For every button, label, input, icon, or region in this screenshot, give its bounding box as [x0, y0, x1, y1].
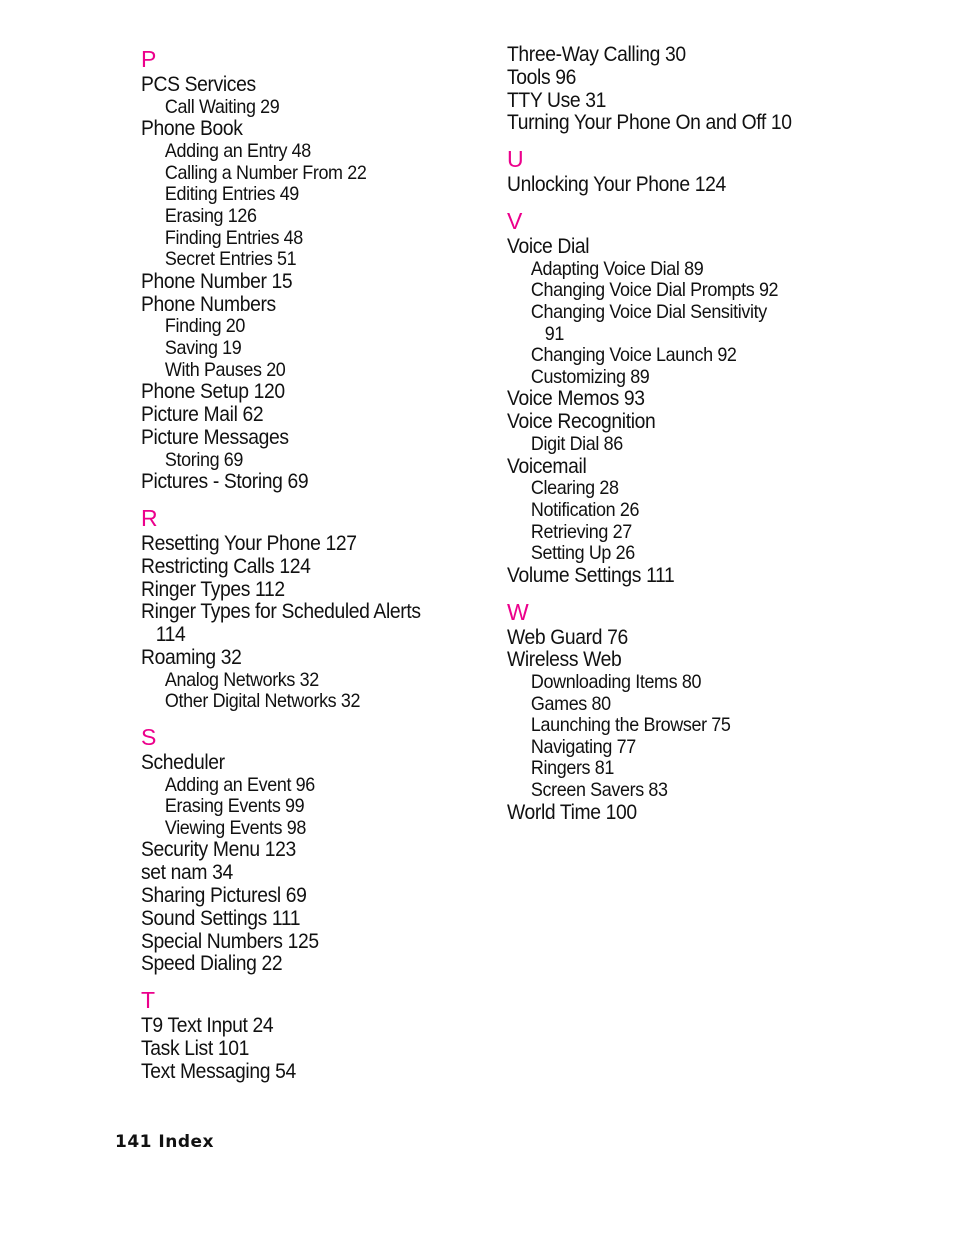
index-subentry: Secret Entries 51	[164, 248, 297, 271]
index-subentry: Saving 19	[164, 336, 242, 359]
index-entry: Voice Recognition	[507, 410, 656, 434]
index-section	[141, 44, 481, 494]
index-subentry: Retrieving 27	[530, 520, 632, 543]
index-entry: Voicemail	[507, 454, 587, 478]
index-entry: Special Numbers 125	[141, 929, 319, 953]
index-subentry: Launching the Browser 75	[530, 714, 731, 737]
index-entry: Turning Your Phone On and Off 10	[507, 111, 792, 135]
index-subentry: Calling a Number From 22	[164, 161, 367, 184]
index-subentry: Editing Entries 49	[164, 183, 299, 206]
index-subentry: Navigating 77	[530, 735, 636, 758]
index-subentry: Analog Networks 32	[164, 668, 319, 691]
index-entry: Tools 96	[507, 65, 577, 89]
index-entry: Three-Way Calling 30	[507, 43, 686, 66]
index-entry: Ringer Types for Scheduled Alerts	[141, 600, 421, 624]
index-entry: Unlocking Your Phone 124	[507, 173, 726, 197]
section-letter: S	[141, 723, 157, 750]
section-letter: R	[141, 504, 158, 531]
index-entry: 114	[155, 623, 186, 647]
index-entry: World Time 100	[507, 800, 637, 824]
index-entry: Voice Dial	[507, 234, 590, 258]
index-column-right	[507, 44, 837, 833]
index-entry: Restricting Calls 124	[141, 554, 311, 578]
index-subentry: Downloading Items 80	[530, 671, 702, 694]
index-subentry: Clearing 28	[530, 477, 619, 500]
index-entry: Pictures - Storing 69	[141, 470, 309, 494]
index-subentry: Games 80	[530, 692, 611, 715]
index-subentry: With Pauses 20	[164, 358, 286, 381]
index-entry: Sharing Picturesl 69	[141, 884, 307, 908]
index-entry: Phone Book	[141, 117, 243, 141]
index-subentry: Adapting Voice Dial 89	[530, 257, 704, 280]
index-entry: Task List 101	[141, 1037, 249, 1061]
index-section	[141, 722, 481, 976]
index-entry: Scheduler	[141, 750, 225, 774]
index-entry: Security Menu 123	[141, 838, 296, 862]
index-subentry: 91	[544, 322, 564, 345]
index-subentry: Changing Voice Dial Prompts 92	[530, 279, 779, 302]
index-entry: Resetting Your Phone 127	[141, 531, 357, 555]
index-section	[507, 44, 837, 135]
section-letter: P	[141, 46, 157, 72]
index-entry: Voice Memos 93	[507, 387, 645, 411]
index-entry: Phone Setup 120	[141, 380, 285, 404]
index-section	[141, 985, 481, 1083]
section-letter: W	[507, 598, 529, 625]
index-section	[507, 597, 837, 825]
index-entry: T9 Text Input 24	[141, 1014, 274, 1038]
index-subentry: Changing Voice Launch 92	[530, 344, 737, 367]
index-section	[507, 206, 837, 588]
index-subentry: Notification 26	[530, 498, 640, 521]
index-subentry: Other Digital Networks 32	[164, 690, 361, 713]
index-entry: Picture Messages	[141, 425, 289, 449]
index-subentry: Finding Entries 48	[164, 226, 303, 249]
index-subentry: Call Waiting 29	[164, 95, 280, 118]
index-section	[141, 503, 481, 713]
index-subentry: Viewing Events 98	[164, 816, 306, 839]
index-subentry: Adding an Event 96	[164, 773, 315, 796]
index-entry: Text Messaging 54	[141, 1059, 296, 1083]
index-entry: Sound Settings 111	[141, 906, 301, 930]
index-section	[507, 144, 837, 197]
index-subentry: Storing 69	[164, 448, 244, 471]
index-entry: Roaming 32	[141, 645, 242, 669]
index-subentry: Setting Up 26	[530, 542, 635, 565]
index-subentry: Erasing 126	[164, 204, 257, 227]
section-letter: U	[507, 146, 524, 173]
index-entry: Ringer Types 112	[141, 577, 285, 601]
section-letter: V	[507, 207, 523, 234]
index-entry: PCS Services	[141, 73, 256, 96]
page-footer: 141 Index	[115, 1132, 214, 1152]
index-entry: Wireless Web	[507, 648, 622, 672]
section-letter: T	[141, 987, 156, 1014]
index-column-left	[141, 44, 481, 1093]
index-entry: set nam 34	[141, 861, 233, 885]
index-entry: TTY Use 31	[507, 88, 607, 112]
index-subentry: Customizing 89	[530, 365, 650, 388]
index-subentry: Digit Dial 86	[530, 432, 623, 455]
index-subentry: Screen Savers 83	[530, 779, 668, 802]
index-subentry: Changing Voice Dial Sensitivity	[530, 300, 767, 323]
index-entry: Picture Mail 62	[141, 402, 264, 426]
index-entry: Phone Numbers	[141, 292, 276, 316]
index-subentry: Finding 20	[164, 315, 246, 338]
index-entry: Web Guard 76	[507, 625, 628, 649]
index-entry: Speed Dialing 22	[141, 952, 283, 976]
index-entry: Volume Settings 111	[507, 563, 675, 587]
index-subentry: Ringers 81	[530, 757, 615, 780]
index-subentry: Adding an Entry 48	[164, 140, 311, 163]
index-subentry: Erasing Events 99	[164, 795, 305, 818]
index-entry: Phone Number 15	[141, 269, 293, 293]
